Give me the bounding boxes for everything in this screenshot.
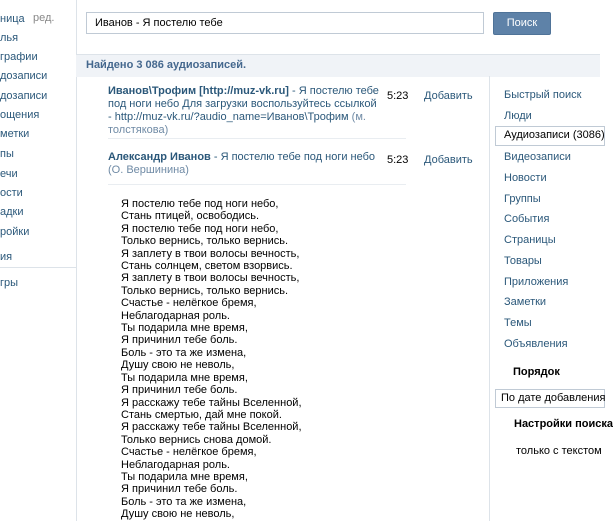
search-settings-heading: Настройки поиска xyxy=(514,418,613,430)
filter-apps[interactable]: Приложения xyxy=(504,276,569,288)
audio-owner-link[interactable]: (О. Вершинина) xyxy=(108,164,189,176)
sidebar-divider xyxy=(0,267,76,268)
audio-owner-link[interactable]: (м. толстякова) xyxy=(108,111,366,136)
sidebar-item-photos[interactable]: графии xyxy=(0,51,38,63)
add-audio-button[interactable]: Добавить xyxy=(424,154,473,166)
sidebar-item-audio[interactable]: дозаписи xyxy=(0,70,48,82)
sidebar-item-settings[interactable]: ройки xyxy=(0,226,30,238)
audio-artist-link[interactable]: Иванов\Трофим [http://muz-vk.ru] xyxy=(108,85,289,97)
sort-heading: Порядок xyxy=(513,366,560,378)
sidebar-item-bookmarks[interactable]: адки xyxy=(0,206,24,218)
sidebar-item-video[interactable]: дозаписи xyxy=(0,90,48,102)
lyrics-only-checkbox[interactable]: только с текстом xyxy=(516,445,602,457)
filter-events[interactable]: События xyxy=(504,213,550,225)
search-button[interactable]: Поиск xyxy=(493,12,551,35)
add-audio-button[interactable]: Добавить xyxy=(424,90,473,102)
audio-row xyxy=(108,151,380,177)
left-sidebar xyxy=(0,0,77,521)
sidebar-item-news[interactable]: ости xyxy=(0,187,23,199)
filter-video[interactable]: Видеозаписи xyxy=(504,151,571,163)
sidebar-item-meetings[interactable]: ечи xyxy=(0,168,18,180)
audio-title[interactable]: - Я постелю тебе под ноги небо Для загрузки воспользуйтесь ссылкой - http://muz-vk.ru/?audio_name=Иванов\Трофим xyxy=(108,85,379,123)
sidebar-item-games[interactable]: гры xyxy=(0,277,19,289)
sidebar-item-messages[interactable]: ощения xyxy=(0,109,40,121)
filter-column-divider xyxy=(489,76,490,521)
results-count: Найдено 3 086 аудиозаписей. xyxy=(86,59,247,71)
sidebar-item-my-page[interactable]: ница xyxy=(0,13,25,25)
audio-duration: 5:23 xyxy=(387,154,409,166)
audio-artist-link[interactable]: Александр Иванов xyxy=(108,151,211,163)
sidebar-item-notes[interactable]: метки xyxy=(0,128,30,140)
row-separator xyxy=(108,138,406,139)
filter-goods[interactable]: Товары xyxy=(504,255,542,267)
filter-groups[interactable]: Группы xyxy=(504,193,541,205)
filter-audio-active[interactable]: Аудиозаписи (3086) xyxy=(495,126,605,146)
row-separator xyxy=(108,184,406,185)
filter-news[interactable]: Новости xyxy=(504,172,547,184)
sidebar-item-friends[interactable]: лья xyxy=(0,32,19,44)
edit-link[interactable]: ред. xyxy=(33,12,55,24)
filter-people[interactable]: Люди xyxy=(504,110,532,122)
audio-row xyxy=(108,85,380,137)
sidebar-item-groups[interactable]: пы xyxy=(0,148,14,160)
filter-ads[interactable]: Объявления xyxy=(504,338,568,350)
filter-quick-search[interactable]: Быстрый поиск xyxy=(504,89,582,101)
audio-title[interactable]: - Я постелю тебе под ноги небо xyxy=(210,151,376,163)
search-input[interactable]: Иванов - Я постелю тебе xyxy=(86,12,484,34)
filter-notes[interactable]: Заметки xyxy=(504,296,547,308)
sort-select[interactable]: По дате добавления xyxy=(495,389,605,408)
filter-topics[interactable]: Темы xyxy=(504,317,532,329)
sidebar-item-apps[interactable]: ия xyxy=(0,251,13,263)
filter-pages[interactable]: Страницы xyxy=(504,234,556,246)
lyrics-text: Я постелю тебе под ноги небо, Стань птицей, освободись. Я постелю тебе под ноги небо, Только вернись, только вернись. Я заплету в твои волосы вечность, Стань солнцем, светом взорвись. Я заплету в твои волосы вечность, Только вернись, только вернись. Счастье - нелёгкое бремя, Неблагодарная роль. Ты подарила мне время, Я причинил тебе боль. Боль - это та же измена, Душу свою не неволь, Ты подарила мне время, Я причинил тебе боль. Я расскажу тебе тайны Вселенной, Стань смертью, дай мне покой. Я расскажу тебе тайны Вселенной, Только вернись снова домой. Счастье - нелёгкое бремя, Неблагодарная роль. Ты подарила мне время, Я причинил тебе боль. Боль - это та же измена, Душу свою не неволь, xyxy=(121,198,302,521)
audio-duration: 5:23 xyxy=(387,90,409,102)
